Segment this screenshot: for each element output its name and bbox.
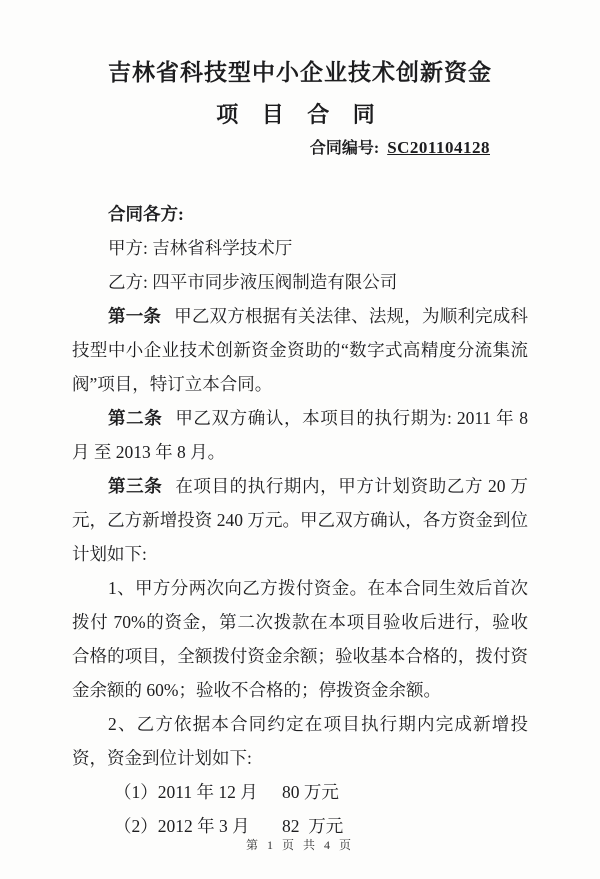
contract-number-label: 合同编号: (309, 140, 380, 157)
article-1-text: 甲乙双方根据有关法律、法规，为顺利完成科技型中小企业技术创新资金资助的“数字式高精度分流集流阀”项目，特订立本合同。 (72, 306, 529, 394)
article-3-label: 第三条 (108, 476, 163, 496)
schedule-row-1-amount: 80 万元 (282, 782, 339, 802)
contract-number-line (72, 136, 490, 161)
article-2-label: 第二条 (108, 408, 163, 428)
party-a-line: 甲方: 吉林省科学技术厅 (108, 238, 293, 258)
parties-heading: 合同各方: (108, 204, 184, 224)
contract-body (72, 197, 528, 843)
schedule-row-2-date: （2）2012 年 3 月 (114, 816, 250, 836)
article-3-text: 在项目的执行期内，甲方计划资助乙方 20 万元，乙方新增投资 240 万元。甲乙双方确认，各方资金到位计划如下: (72, 476, 529, 564)
article-2-text: 甲乙双方确认，本项目的执行期为: 2011 年 8 月 至 2013 年 8 月。 (72, 408, 528, 462)
contract-number-value: SC201104128 (387, 138, 490, 157)
clause-2: 2、乙方依据本合同约定在项目执行期内完成新增投资，资金到位计划如下: (72, 714, 528, 768)
document-title: 吉林省科技型中小企业技术创新资金 (108, 60, 492, 85)
schedule-row-1 (72, 775, 528, 809)
article-1 (72, 299, 528, 401)
page-footer: 第 1 页 共 4 页 (245, 838, 354, 852)
document-subtitle: 项 目 合 同 (216, 102, 384, 127)
schedule-row-1-date: （1）2011 年 12 月 (114, 782, 258, 802)
party-b-line: 乙方: 四平市同步液压阀制造有限公司 (108, 272, 398, 292)
clause-1: 1、甲方分两次向乙方拨付资金。在本合同生效后首次拨付 70%的资金，第二次拨款在本项目验收后进行，验收合格的项目，全额拨付资金余额；验收基本合格的，拨付资金余额的 60%；验收不合格的；停拨资金余额。 (72, 578, 528, 700)
article-2 (72, 401, 528, 469)
article-3 (72, 469, 528, 571)
article-1-label: 第一条 (108, 306, 162, 326)
schedule-row-2-amount: 82 万元 (282, 816, 344, 836)
